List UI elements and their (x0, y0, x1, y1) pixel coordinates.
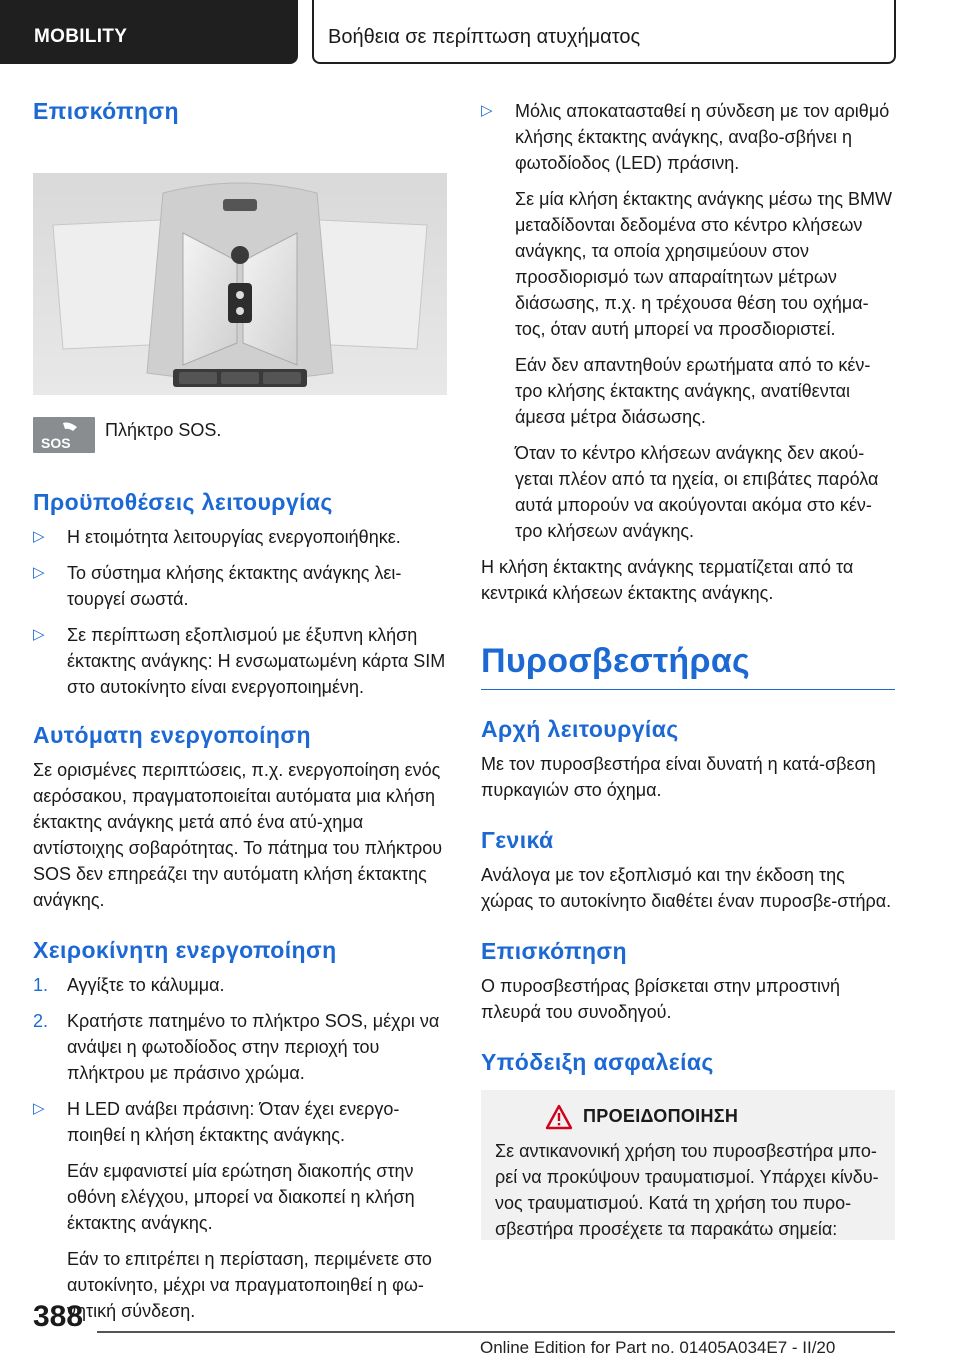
list-item: ▷ Σε περίπτωση εξοπλισμού με έξυπνη κλήση έκτακτης ανάγκης: Η ενσωματωμένη κάρτα SIM στο αυτοκίνητο είναι ενεργοποιημένη. (33, 622, 447, 700)
fire-extinguisher-heading: Πυροσβεστήρας (481, 642, 895, 690)
call-sub-text: Όταν το κέντρο κλήσεων ανάγκης δεν ακού-γεται πλέον από τα ηχεία, οι επιβάτες παρόλα αυτά μπορούν να ακούγονται ακόμα στο κέν-τρο κλήσεων ανάγκης. (515, 443, 879, 541)
warning-text: Σε αντικανονική χρήση του πυροσβεστήρα μπο-ρεί να προκύψουν τραυματισμοί. Υπάρχει κίνδυ-νος τραυματισμού. Κατά τη χρήση του πυρο-σβεστήρα προσέχετε τα παρακάτω σημεία: (495, 1141, 879, 1239)
warning-header (495, 1104, 881, 1132)
header-section-label: MOBILITY (34, 26, 128, 47)
safety-heading: Υπόδειξη ασφαλείας (481, 1049, 714, 1075)
led-sub-text: Εάν το επιτρέπει η περίσταση, περιμένετε στο αυτοκίνητο, μέχρι να πραγματοποιηθεί η φω-νητική σύνδεση. (67, 1249, 432, 1321)
list-item: ▷ Η ετοιμότητα λειτουργίας ενεργοποιήθηκε. (33, 524, 447, 550)
triangle-bullet-icon: ▷ (33, 1100, 45, 1117)
right-column (481, 98, 895, 1240)
step-item: 2. Κρατήστε πατημένο το πλήκτρο SOS, μέχρι να ανάψει η φωτοδίοδος στην περιοχή του πλήκτρου με πράσινο χρώμα. (33, 1008, 447, 1086)
sos-caption-row (33, 417, 447, 461)
call-sub-text: Σε μία κλήση έκτακτης ανάγκης μέσω της BMW μεταδίδονται δεδομένα στο κέντρο κλήσεων ανάγκης, τα οποία χρησιμεύουν στον προσδιορισμό των απαραίτητων μέτρων διάσωσης, π.χ. η τρέχουσα θέση του οχήμα-τος, όταν αυτή μπορεί να προσδιοριστεί. (515, 189, 892, 339)
extinguisher-overview-heading: Επισκόπηση (481, 938, 627, 964)
extinguisher-overview-text: Ο πυροσβεστήρας βρίσκεται στην μπροστινή πλευρά του συνοδηγού. (481, 976, 841, 1022)
triangle-bullet-icon: ▷ (481, 102, 493, 119)
principle-heading: Αρχή λειτουργίας (481, 716, 679, 742)
auto-activation-text: Σε ορισμένες περιπτώσεις, π.χ. ενεργοποίηση ενός αερόσακου, πραγματοποιείται αυτόματα μια κλήση έκτακτης ανάγκης μετά από ένα ατύ-χημα αντίστοιχης σοβαρότητας. Το πάτημα του πλήκτρου SOS δεν επηρεάζει την αυτόματη κλήση έκτακτης ανάγκης. (33, 760, 443, 910)
general-heading: Γενικά (481, 827, 554, 853)
principle-text: Με τον πυροσβεστήρα είναι δυνατή η κατά-σβεση πυρκαγιών στο όχημα. (481, 754, 876, 800)
warning-triangle-icon (545, 1104, 573, 1130)
call-end-text: Η κλήση έκτακτης ανάγκης τερματίζεται από τα κεντρικά κλήσεων έκτακτης ανάγκης. (481, 557, 854, 603)
header-chapter-label: Βοήθεια σε περίπτωση ατυχήματος (328, 26, 641, 48)
list-item: ▷ Μόλις αποκατασταθεί η σύνδεση με τον αριθμό κλήσης έκτακτης ανάγκης, αναβο-σβήνει η φωτοδίοδος (LED) πράσινη. (481, 98, 895, 176)
header-section-tab (0, 0, 298, 64)
roof-console-photo (33, 173, 447, 395)
left-column (33, 98, 447, 1334)
sos-phone-icon (33, 417, 95, 453)
auto-activation-heading: Αυτόματη ενεργοποίηση (33, 722, 311, 748)
list-item: ▷ Το σύστημα κλήσης έκτακτης ανάγκης λει-τουργεί σωστά. (33, 560, 447, 612)
sos-caption: Πλήκτρο SOS. (105, 420, 222, 440)
manual-activation-heading: Χειροκίνητη ενεργοποίηση (33, 937, 337, 963)
step-number: 2. (33, 1011, 49, 1031)
warning-box (481, 1090, 895, 1240)
page-number: 388 (33, 1300, 84, 1333)
step-item: 1. Αγγίξτε το κάλυμμα. (33, 972, 447, 998)
triangle-bullet-icon: ▷ (33, 564, 45, 581)
footer-divider (97, 1331, 895, 1333)
prereq-heading: Προϋποθέσεις λειτουργίας (33, 489, 333, 515)
header-chapter-tab (312, 0, 896, 64)
step-number: 1. (33, 975, 49, 995)
led-sub-text: Εάν εμφανιστεί μία ερώτηση διακοπής στην οθόνη ελέγχου, μπορεί να διακοπεί η κλήση έκτακτης ανάγκης. (67, 1161, 415, 1233)
overview-heading: Επισκόπηση (33, 98, 179, 124)
general-text: Ανάλογα με τον εξοπλισμό και την έκδοση της χώρας το αυτοκίνητο διαθέτει έναν πυροσβε-στήρα. (481, 865, 892, 911)
warning-title: ΠΡΟΕΙΔΟΠΟΙΗΣΗ (583, 1106, 739, 1126)
list-item: ▷ Η LED ανάβει πράσινη: Όταν έχει ενεργο-ποιηθεί η κλήση έκτακτης ανάγκης. (33, 1096, 447, 1148)
footer-edition: Online Edition for Part no. 01405A034E7 - II/20 (480, 1338, 836, 1357)
sos-icon-text: SOS (41, 435, 71, 451)
call-sub-text: Εάν δεν απαντηθούν ερωτήματα από το κέν-τρο κλήσης έκτακτης ανάγκης, ανατίθενται άμεσα μέτρα διάσωσης. (515, 355, 871, 427)
triangle-bullet-icon: ▷ (33, 626, 45, 643)
triangle-bullet-icon: ▷ (33, 528, 45, 545)
